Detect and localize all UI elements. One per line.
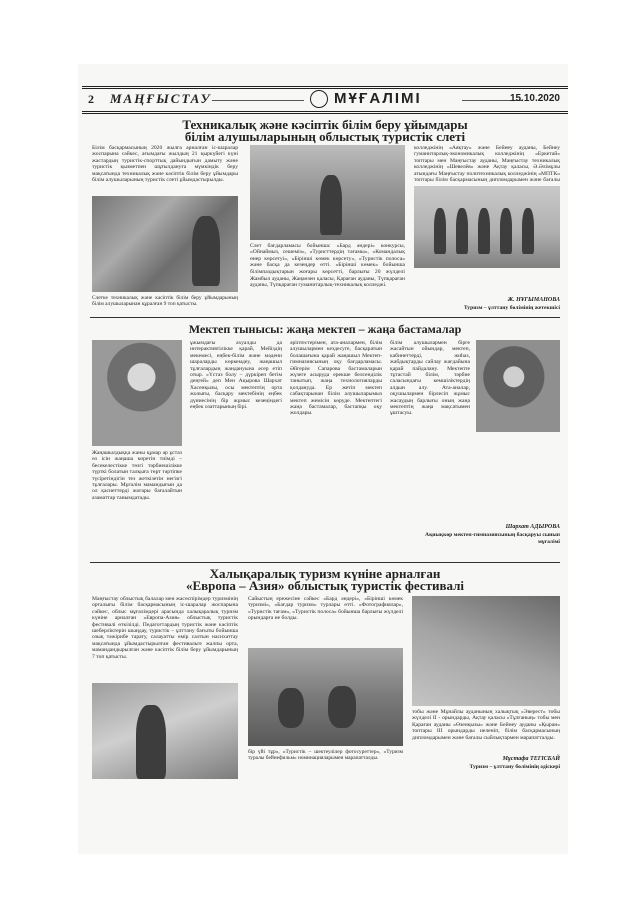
article3-col3-text: тобы және Мұнайлы ауданының халықтық «Эверест» тобы жүлделі ІІ - орындарды, Ақтау қаласы «Тұлғаның» тобы мен Қараған ауданы «Өзенқызы» және Бейнеу ауданы «Қыран» топтары ІІІ орындарды иеленіп, білім басқармасының дипломдарымен және бағалы сыйлықтармен марапатталды.	[412, 709, 560, 741]
article2-photo-teacher	[476, 340, 560, 432]
article2-signature-role: Ақиықкөр мектеп-гимназиясының басқаруы сынып мұғалімі	[425, 532, 560, 545]
article3-col1-text: Маңғыстау облыстық балалар мен жасөспірімдер туризмінің орталығы білім басқармасының іс-шаралар жоспарына сәйкес, облыс мұғалімдері арасында халықаралық туризм күніне арналған «Европа-Азия» облыстық туристік фестивалі өткізілді. Педагогтардың туристік және кәсіптік шеберліктерін шыңдау, туристік – ұлттану бағыты бойынша озық тәжірибе тарату, салауатты өмір салтын насихаттау мақсатында ұйымдастырылған фестивальге жалпы орта, мамандандырылған және кәсіптік білім беру ұйымдарының 7 топ қатысты.	[92, 596, 238, 660]
person-figure	[434, 208, 446, 254]
article1-signature-role: Туризм – ұлттану бөлімінің жетекшісі	[463, 305, 560, 311]
newspaper-title: МҰҒАЛІМІ	[334, 90, 422, 107]
article1-signature-name: Ж. НҰГЫМАНОВА	[507, 297, 560, 303]
newspaper-left-title: МАҢҒЫСТАУ	[110, 91, 212, 106]
person-figure	[522, 208, 534, 254]
article3-headline-line2: «Европа – Азия» облыстық туристік фестивалі	[185, 578, 464, 593]
article1-caption: Слетке техникалық және кәсіптік білім беру ұйымдарының білім алушыларынан құралған 9 топ қатысты.	[92, 295, 238, 307]
masthead	[82, 86, 568, 114]
section-divider	[90, 317, 560, 318]
article1-col1-text: Білім басқармасының 2020 жылға арналған іс-шаралар жоспарына сәйкес, ағымдағы жылдың 21 қыркүйегі күні жастардың туристік-спорттық дайындығын дамыту және туристік қызметпен шұғылдануға мүмкіндік беру мақсатында техникалық және кәсіптік білім беру ұйымдары білім алушыларының туристік слеті ұйымдастырылды.	[92, 145, 238, 184]
article1-col2-text-b: Жамбыл ауданы, Жаңаөзен қаласы, Қараған ауданы, Түпқараған ауданы, Түпқараған гуманитарлық-техникалық колледжі.	[250, 276, 405, 289]
person-figure	[136, 705, 166, 779]
camel-figure	[278, 688, 304, 728]
page-number: 2	[88, 92, 94, 106]
article2-col4-text: білім алушылармен бірге жасайтын ойындар, мектеп, кабинеттерді, жиһаз, жабдықтарды сайлау жағдайына қарай пайдалану. Мектепте тұтастай білім, тәрбие саласындағы кемшіліктердің алдын алу. Ата-аналар, оқушылармен бірлесіп жұмыс жасаудың барлығы оның жаңа мектептің жаңа мақсатымен ұштасуы.	[390, 340, 470, 417]
person-figure	[192, 216, 220, 286]
person-figure	[500, 208, 512, 254]
article2-signature-name: Шархат АДЫРОВА	[505, 524, 560, 530]
article2-headline: Мектеп тынысы: жаңа мектеп – жаңа бастамалар	[188, 322, 462, 336]
article3-photo-landscape	[412, 596, 560, 706]
article3-photo-camels	[248, 648, 403, 746]
person-figure	[320, 175, 342, 235]
article3-col2-caption: бір үйі тұр», «Туристік – шектеулілер фотосуреттер», «Туризм туралы бейнефильм» номинацияларымен марапатталды.	[248, 749, 403, 761]
emblem-icon	[310, 90, 328, 108]
article2-col3-text: әріптестерімен, ата-аналармен, білім алушылармен кездесуге, басқаратын болашағына қарай жаңашыл Мектеп-гимназиясының оқу бағдарламасы. Әйгерім Сапарова бастамаларын жүзеге асыруда ерекше белсенділік танытып, жаңа технологияларды қолдануда. Ер жетіп мектеп сабақтарынан білім алушыларымыз мектеп жемісін көруде. Мектептегі жаңа бастамалар, бастапқы оқу жолдары.	[290, 340, 382, 417]
article2-caption: Жаңашылдыққа жаны құмар әр ұстаз өз ісін жаңаша көретін тиімді – бесекелестікке төзгі тәрбиешілікке түрткі болатын талқыға төрт тәртіпке түсіретіндігін тез жеткізетін негізгі тұлғалары. Мұғалім мамандығын да ол қасиеттерді жоғары бағалайтын азаматтар танымдатады.	[92, 450, 182, 501]
article1-photo-group	[414, 186, 560, 268]
masthead-ornament	[212, 100, 304, 101]
article3-signature-role: Туризм – ұлттану бөлімінің әдіскері	[469, 764, 560, 770]
section-divider	[90, 562, 560, 563]
article3-headline-line1: Халықаралық туризм күніне арналған	[209, 566, 441, 581]
article1-col2-text: Слет бағдарламасы бойынша: «Бард әндері» конкурсы, «Ойнаймыз, сешеміз», «Туристтердің тағамы», «Командалық өнер көрсетуі», «Бірінші көмек көрсету», «Туристік полоса» және басқа да кезеңдер өтті. «Бірінші көмек» бойынша білімпаздықтарын жоғары көрсетті, барлығы 20 жүлделі	[250, 243, 405, 275]
camel-figure	[328, 686, 356, 728]
person-figure	[478, 208, 490, 254]
article1-headline-line1: Техникалық және кәсіптік білім беру ұйымдары	[182, 117, 468, 132]
article3-photo-musician	[92, 683, 238, 779]
article1-headline-line2: білім алушыларының облыстық туристік слеті	[184, 129, 466, 144]
article1-photo-forest	[250, 145, 405, 240]
issue-date: 15.10.2020	[509, 93, 560, 104]
person-figure	[456, 208, 468, 254]
article2-col2-text: ұжымдағы ахуалды да интерактивтілікке қарай, Мейіздің мекемесі, еңбек-білім және мәдени шараларды көркемдеу, жаңашыл тұлғалардың жандануына әсер етіп отыр. «Үстаз болу – дүркіреп бетім деңгей» деп Мен Ақырова Шархат Хасенқызы, осы мектептің орта жолығы, басқару мектебінің еңбек дүниесінің бір жұмыс кезеңіндегі еңбек озаттарының бірі.	[190, 340, 282, 411]
article1-photo-guitarist	[92, 196, 238, 292]
article3-signature-name: Мұстафа ТЕГІСБАЙ	[502, 756, 560, 762]
article1-col3-text-top: колледжінің «Аяқтау» және Бейнеу ауданы, Бейнеу гуманитарлық-экономикалық колледжінің «Еркетай» топтары мен Маңғыстау ауданы, Маңғыстау техникалық колледжінің «Шевелёв» және Ақтау қаласы, Ә.Әлімұлы атындағы Маңғыстау политехникалық колледжінің «МПТК» топтары білім басқармасының дипломдарымен және бағалы	[414, 145, 560, 183]
article2-portrait-photo	[92, 340, 182, 446]
article3-col2-text: Сайыстың ережесіне сәйкес «Бард әндері», «Бірінші көмек туризмі», «Бағдар туризм» турлары өтті. «Фотографиялар», «Туристік тағам», «Туристік полоса» бойынша барлығы жүлделі орындарға ие болды.	[248, 596, 403, 622]
